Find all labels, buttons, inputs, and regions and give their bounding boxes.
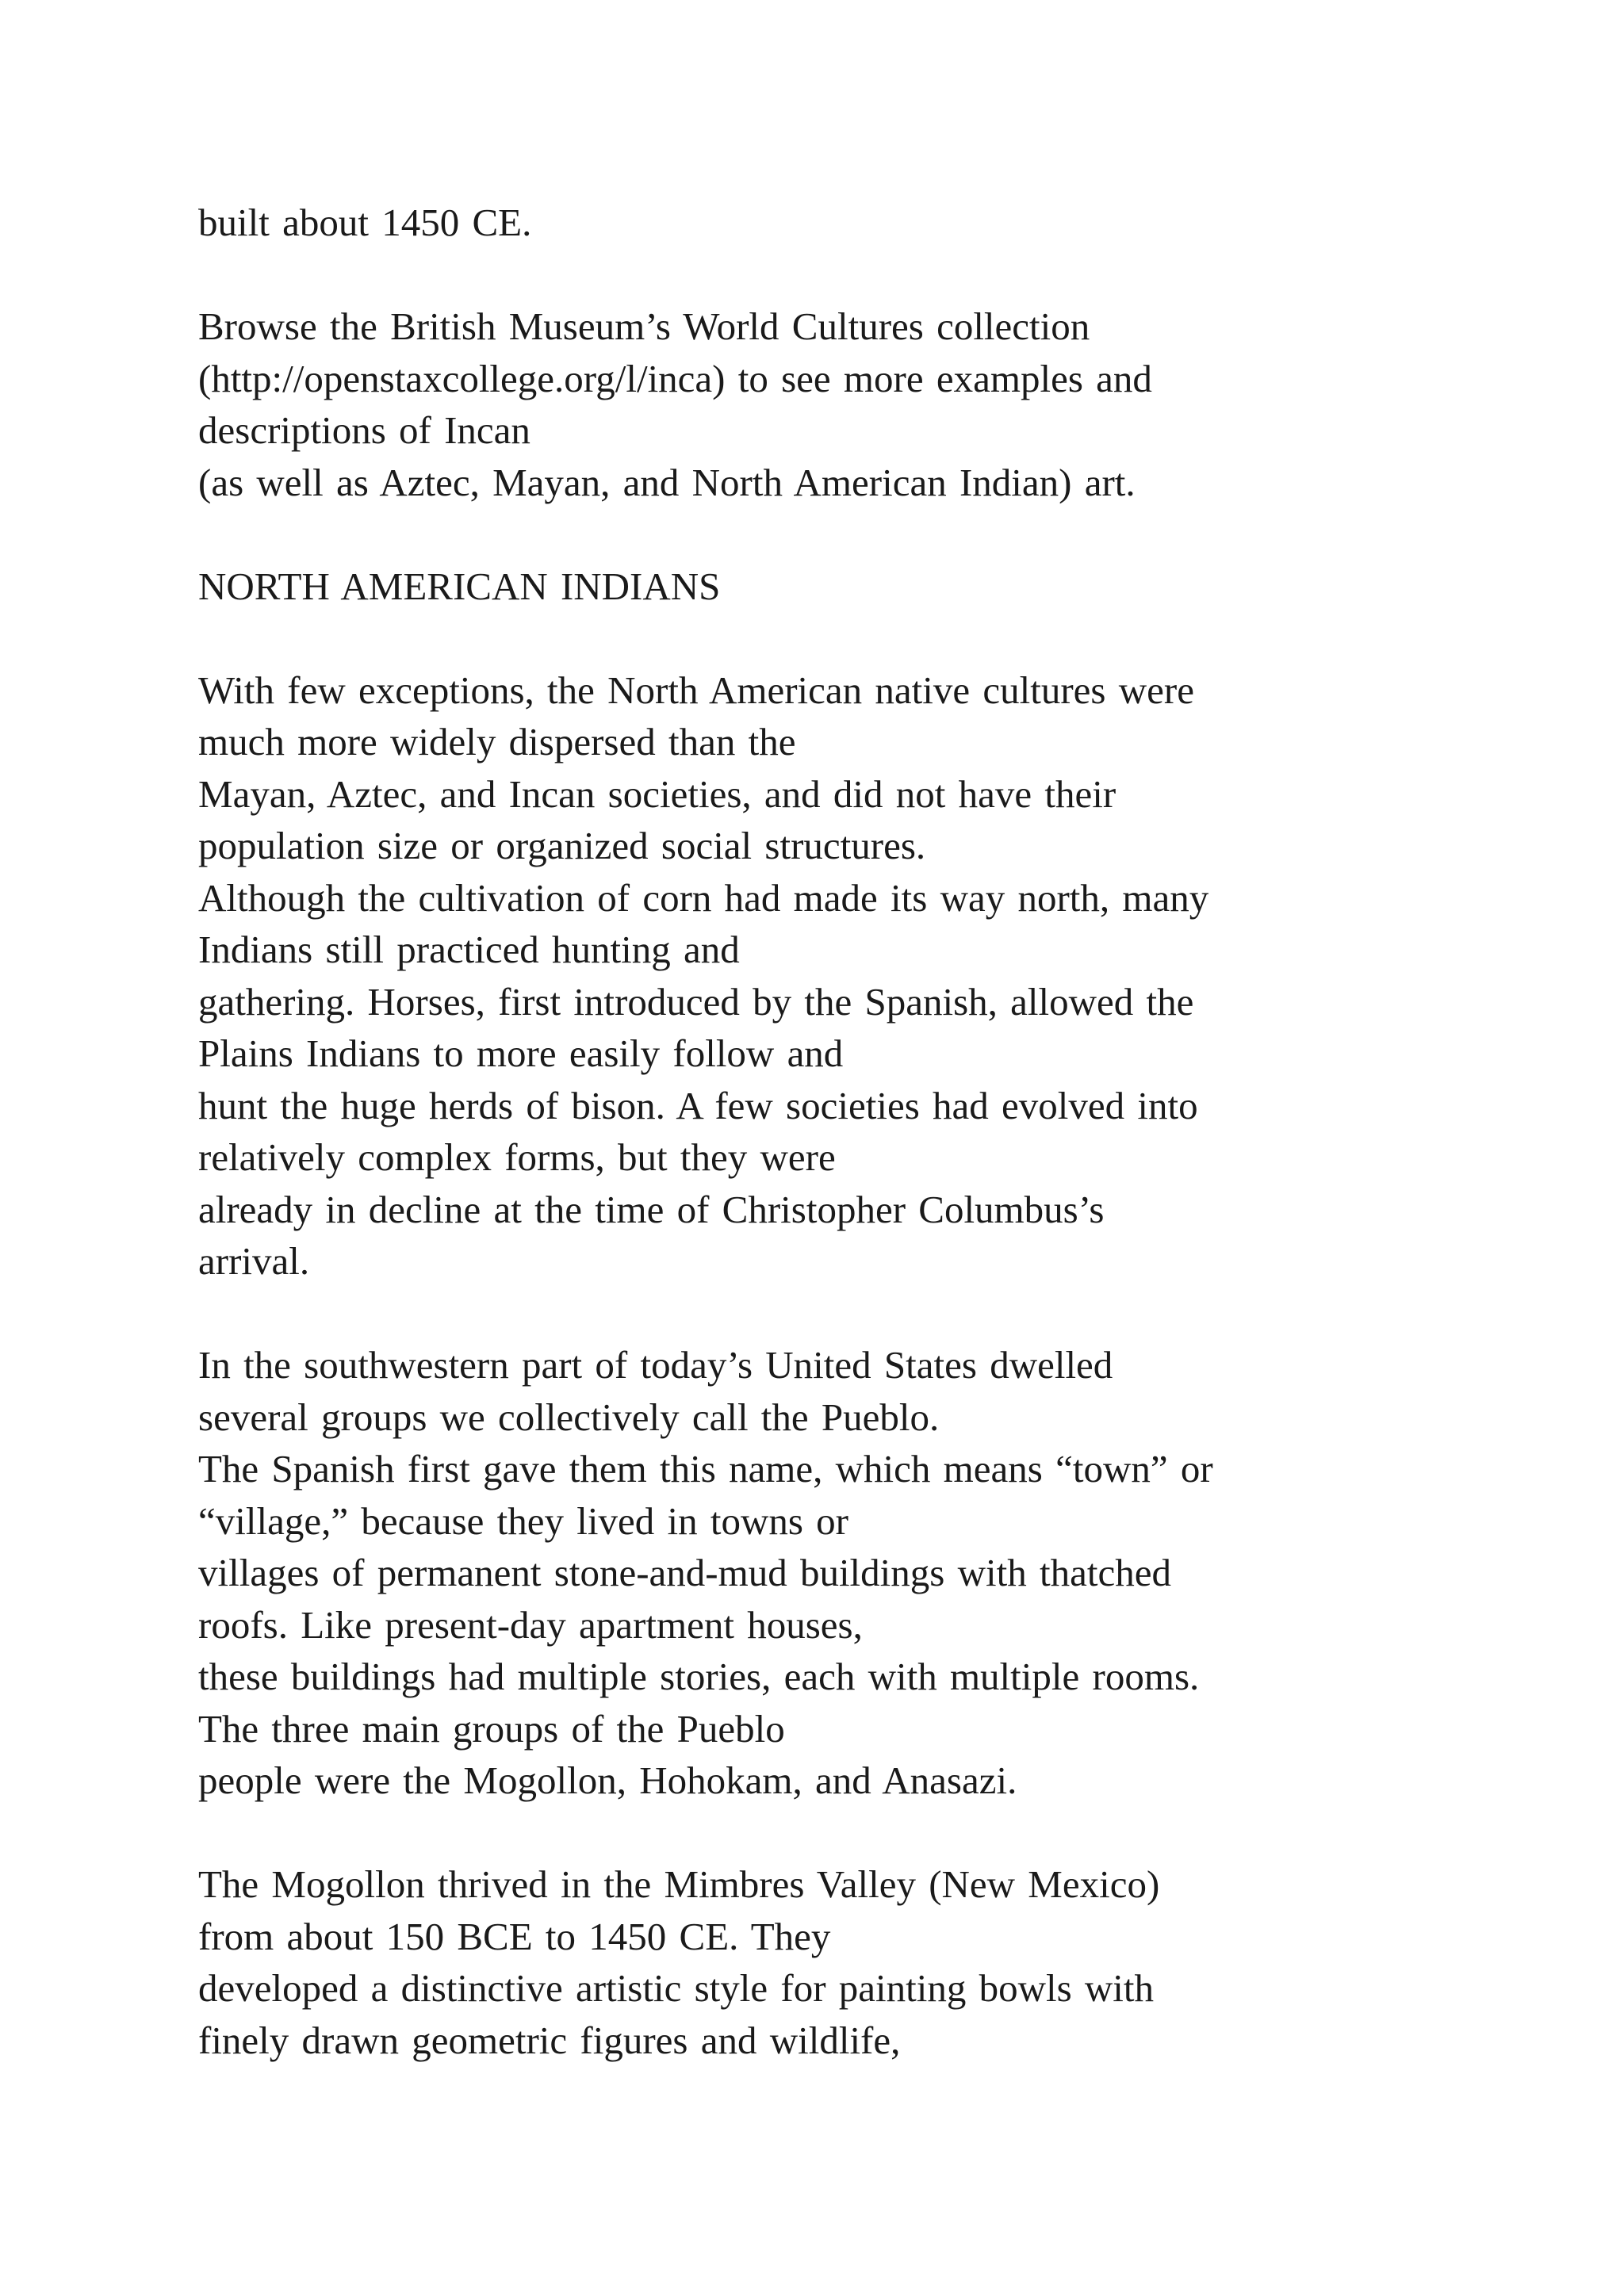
text-line: Mayan, Aztec, and Incan societies, and did not have their — [198, 771, 1116, 816]
document-body — [198, 197, 1435, 2066]
text-line: relatively complex forms, but they were — [198, 1135, 836, 1179]
text-line: gathering. Horses, first introduced by the Spanish, allowed the — [198, 979, 1194, 1024]
text-line: population size or organized social structures. — [198, 824, 926, 867]
text-line: The Spanish first gave them this name, which means “town” or — [198, 1447, 1213, 1490]
text-line: from about 150 BCE to 1450 CE. They — [198, 1914, 831, 1958]
paragraph-gap — [198, 1288, 1435, 1340]
heading-text: NORTH AMERICAN INDIANS — [198, 564, 721, 608]
text-line: The three main groups of the Pueblo — [198, 1706, 785, 1751]
paragraph-north-american-cultures — [198, 664, 1435, 1288]
text-line: much more widely dispersed than the — [198, 720, 796, 763]
text-line: Although the cultivation of corn had made its way north, many — [198, 875, 1209, 920]
text-line: “village,” because they lived in towns or — [198, 1498, 848, 1543]
text-line: developed a distinctive artistic style for painting bowls with — [198, 1966, 1155, 2010]
text-line: hunt the huge herds of bison. A few societies had evolved into — [198, 1083, 1198, 1127]
text-line: finely drawn geometric figures and wildlife, — [198, 2018, 901, 2062]
paragraph-continuation — [198, 197, 1435, 249]
text-line: Indians still practiced hunting and — [198, 928, 740, 971]
text-line: (http://openstaxcollege.org/l/inca) to see more examples and — [198, 356, 1152, 400]
text-line: descriptions of Incan — [198, 408, 530, 452]
text-line: In the southwestern part of today’s United States dwelled — [198, 1343, 1113, 1387]
text-line: already in decline at the time of Christopher Columbus’s — [198, 1187, 1105, 1231]
text-line: With few exceptions, the North American native cultures were — [198, 668, 1194, 712]
text-line: these buildings had multiple stories, each with multiple rooms. — [198, 1655, 1200, 1698]
text-line: villages of permanent stone-and-mud buildings with thatched — [198, 1551, 1171, 1594]
text-line: built about 1450 CE. — [198, 201, 532, 244]
text-line: several groups we collectively call the Pueblo. — [198, 1395, 940, 1439]
text-line: people were the Mogollon, Hohokam, and Anasazi. — [198, 1758, 1017, 1802]
paragraph-pueblo — [198, 1339, 1435, 1807]
text-line: roofs. Like present-day apartment houses, — [198, 1602, 863, 1647]
text-line: The Mogollon thrived in the Mimbres Valley (New Mexico) — [198, 1862, 1160, 1906]
section-heading — [198, 561, 1435, 613]
paragraph-gap — [198, 249, 1435, 301]
text-line: arrival. — [198, 1239, 310, 1283]
paragraph-mogollon — [198, 1858, 1435, 2066]
paragraph-gap — [198, 508, 1435, 561]
paragraph-gap — [198, 612, 1435, 664]
paragraph-museum-link — [198, 300, 1435, 508]
text-line: Plains Indians to more easily follow and — [198, 1031, 844, 1075]
text-line: (as well as Aztec, Mayan, and North American Indian) art. — [198, 460, 1136, 504]
text-line: Browse the British Museum’s World Cultures collection — [198, 304, 1090, 348]
paragraph-gap — [198, 1807, 1435, 1859]
